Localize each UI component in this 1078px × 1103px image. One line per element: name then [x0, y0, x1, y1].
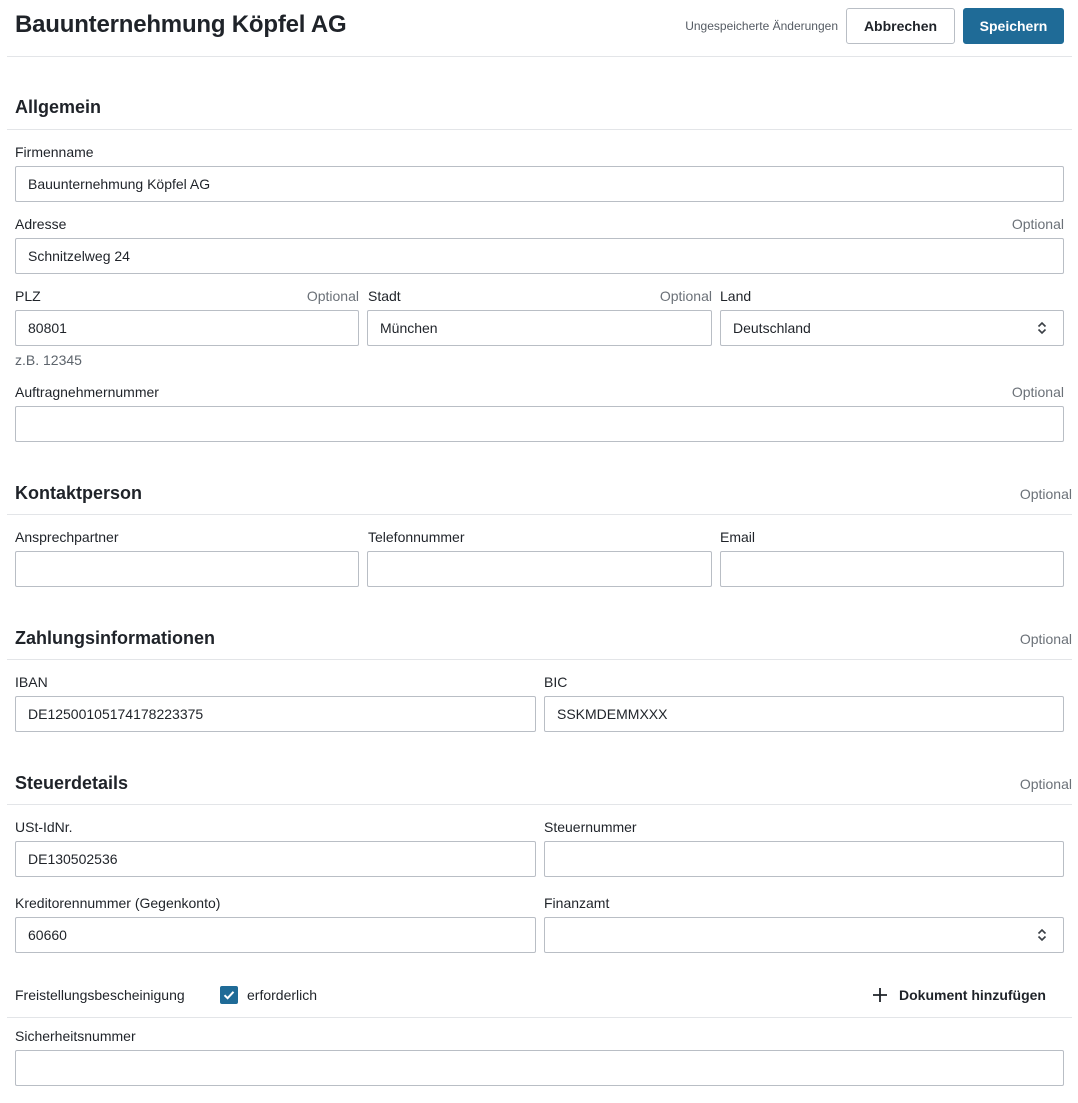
company-name-label: Firmenname — [15, 144, 94, 160]
contact-person-input[interactable] — [15, 551, 359, 587]
section-title-general: Allgemein — [15, 97, 102, 117]
security-number-label: Sicherheitsnummer — [15, 1028, 136, 1044]
address-label: Adresse — [15, 216, 67, 232]
cancel-button[interactable]: Abbrechen — [846, 8, 955, 44]
zip-optional-label: Optional — [306, 288, 359, 304]
contractor-number-optional-label: Optional — [1011, 384, 1064, 400]
phone-label: Telefonnummer — [368, 529, 465, 545]
page-header — [0, 0, 1078, 57]
iban-label: IBAN — [15, 674, 48, 690]
contact-person-label: Ansprechpartner — [15, 529, 119, 545]
vat-id-label: USt-IdNr. — [15, 819, 73, 835]
section-title-tax: Steuerdetails — [15, 773, 129, 793]
section-divider — [7, 514, 1072, 515]
section-divider — [7, 129, 1072, 130]
tax-office-label: Finanzamt — [544, 895, 610, 911]
creditor-number-label: Kreditorennummer (Gegenkonto) — [15, 895, 221, 911]
add-document-label: Dokument hinzufügen — [899, 987, 1046, 1003]
creditor-number-input[interactable]: 60660 — [15, 917, 536, 953]
page-title: Bauunternehmung Köpfel AG — [15, 11, 347, 38]
country-select[interactable] — [720, 310, 1064, 346]
section-title-contact: Kontaktperson — [15, 483, 143, 503]
section-divider — [7, 659, 1072, 660]
bic-input[interactable]: SSKMDEMMXXX — [544, 696, 1064, 732]
contractor-number-input[interactable] — [15, 406, 1064, 442]
tax-number-input[interactable] — [544, 841, 1064, 877]
select-arrows-icon — [1037, 928, 1047, 942]
email-label: Email — [720, 529, 756, 545]
section-title-payment: Zahlungsinformationen — [15, 628, 215, 648]
address-optional-label: Optional — [1011, 216, 1064, 232]
company-name-input[interactable]: Bauunternehmung Köpfel AG — [15, 166, 1064, 202]
unsaved-changes-label: Ungespeicherte Änderungen — [685, 19, 838, 33]
vat-id-input[interactable]: DE130502536 — [15, 841, 536, 877]
email-input[interactable] — [720, 551, 1064, 587]
section-divider — [7, 1017, 1072, 1018]
tax-office-select[interactable] — [544, 917, 1064, 953]
save-button[interactable]: Speichern — [963, 8, 1064, 44]
country-label: Land — [720, 288, 752, 304]
payment-optional-label: Optional — [1019, 631, 1072, 647]
iban-input[interactable]: DE12500105174178223375 — [15, 696, 536, 732]
bic-label: BIC — [544, 674, 568, 690]
tax-optional-label: Optional — [1019, 776, 1072, 792]
city-optional-label: Optional — [659, 288, 712, 304]
zip-input[interactable]: 80801 — [15, 310, 359, 346]
country-select-value: Deutschland — [733, 320, 811, 336]
contractor-number-label: Auftragnehmernummer — [15, 384, 159, 400]
required-checkbox[interactable] — [220, 986, 238, 1004]
select-arrows-icon — [1037, 321, 1047, 335]
section-divider — [7, 804, 1072, 805]
security-number-input[interactable] — [15, 1050, 1064, 1086]
exemption-certificate-label: Freistellungsbescheinigung — [15, 987, 185, 1003]
city-label: Stadt — [368, 288, 401, 304]
address-input[interactable]: Schnitzelweg 24 — [15, 238, 1064, 274]
zip-label: PLZ — [15, 288, 41, 304]
city-input[interactable]: München — [367, 310, 712, 346]
plus-icon — [871, 986, 889, 1004]
required-checkbox-label[interactable]: erforderlich — [247, 987, 318, 1003]
header-divider — [7, 56, 1072, 57]
zip-hint: z.B. 12345 — [15, 352, 82, 368]
add-document-button[interactable] — [871, 985, 1046, 1005]
tax-number-label: Steuernummer — [544, 819, 637, 835]
contact-optional-label: Optional — [1019, 486, 1072, 502]
phone-input[interactable] — [367, 551, 712, 587]
checkmark-icon — [222, 988, 236, 1002]
